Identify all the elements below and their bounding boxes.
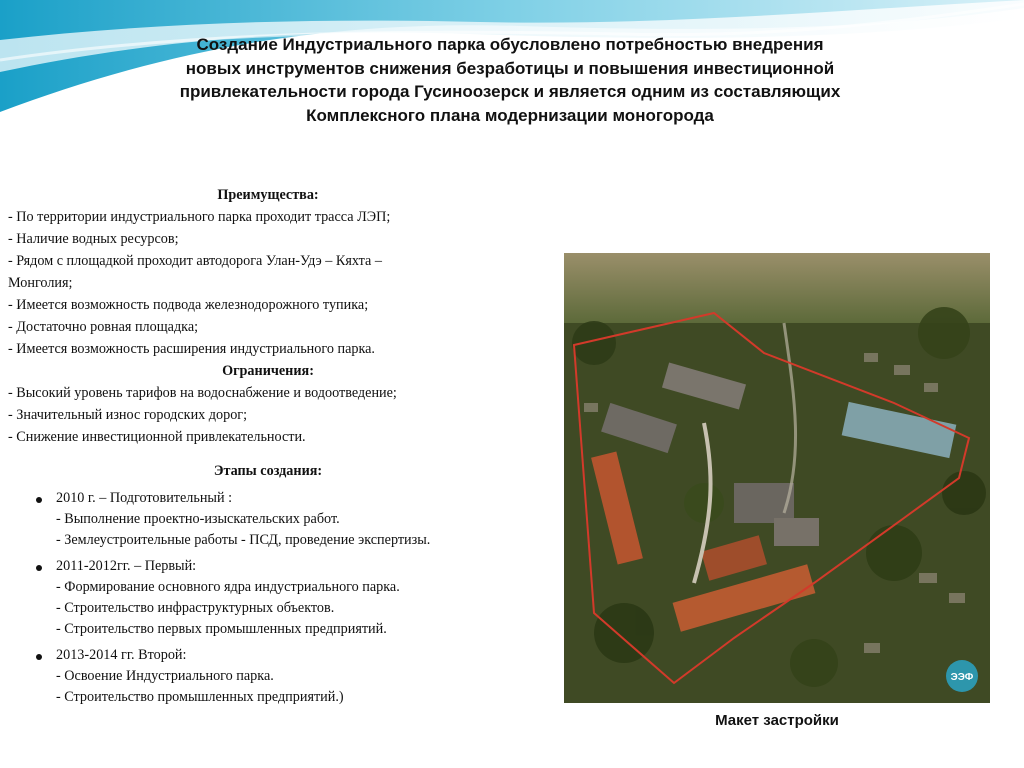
- stage-line: - Землеустроительные работы - ПСД, проведение экспертизы.: [56, 532, 431, 548]
- advantage-item: - Наличие водных ресурсов;: [8, 231, 179, 247]
- stage-title: 2013-2014 гг. Второй:: [56, 647, 187, 663]
- limitation-item: - Значительный износ городских дорог;: [8, 407, 248, 423]
- limitation-item: - Высокий уровень тарифов на водоснабжение и водоотведение;: [8, 385, 397, 401]
- limitation-item: - Снижение инвестиционной привлекательности.: [8, 429, 306, 445]
- advantage-item: Монголия;: [8, 275, 73, 291]
- advantage-item: - Рядом с площадкой проходит автодорога Улан-Удэ – Кяхта –: [8, 253, 382, 269]
- stage-title: 2010 г. – Подготовительный :: [56, 490, 233, 506]
- aerial-photo-illustration: [564, 253, 990, 703]
- stage-line: - Строительство промышленных предприятий.): [56, 689, 344, 705]
- bullet-icon: [36, 497, 42, 503]
- stage-line: - Строительство первых промышленных предприятий.: [56, 621, 387, 637]
- advantage-item: - Имеется возможность расширения индустриального парка.: [8, 341, 375, 357]
- stage-line: - Выполнение проектно-изыскательских работ.: [56, 511, 340, 527]
- stage-line: - Строительство инфраструктурных объектов.: [56, 600, 335, 616]
- title-line: привлекательности города Гусиноозерск и является одним из составляющих: [179, 82, 841, 101]
- stage-line: - Освоение Индустриального парка.: [56, 668, 274, 684]
- advantage-item: - Достаточно ровная площадка;: [8, 319, 199, 335]
- logo-text: ЭЭФ: [950, 672, 974, 683]
- stage-item: [8, 488, 548, 551]
- title-line: Комплексного плана модернизации моногорода: [306, 105, 714, 125]
- bullet-icon: [36, 565, 42, 571]
- photo-caption: Макет застройки: [715, 712, 839, 729]
- aerial-photo: [564, 253, 990, 703]
- advantage-item: - По территории индустриального парка проходит трасса ЛЭП;: [8, 209, 391, 225]
- stage-line: - Формирование основного ядра индустриального парка.: [56, 579, 400, 595]
- limitations-heading: Ограничения:: [222, 363, 314, 379]
- left-text-column: [8, 184, 548, 713]
- stage-title: 2011-2012гг. – Первый:: [56, 558, 197, 574]
- title-line: Создание Индустриального парка обусловлено потребностью внедрения: [196, 35, 824, 54]
- title-line: новых инструментов снижения безработицы и повышения инвестиционной: [185, 58, 835, 78]
- slide-title: [130, 33, 890, 127]
- advantages-heading: Преимущества:: [217, 187, 319, 203]
- bullet-icon: [36, 654, 42, 660]
- stages-list: [8, 488, 548, 708]
- advantage-item: - Имеется возможность подвода железнодорожного тупика;: [8, 297, 369, 313]
- stage-item: [8, 645, 548, 708]
- stage-item: [8, 556, 548, 640]
- stages-heading: Этапы создания:: [213, 463, 323, 479]
